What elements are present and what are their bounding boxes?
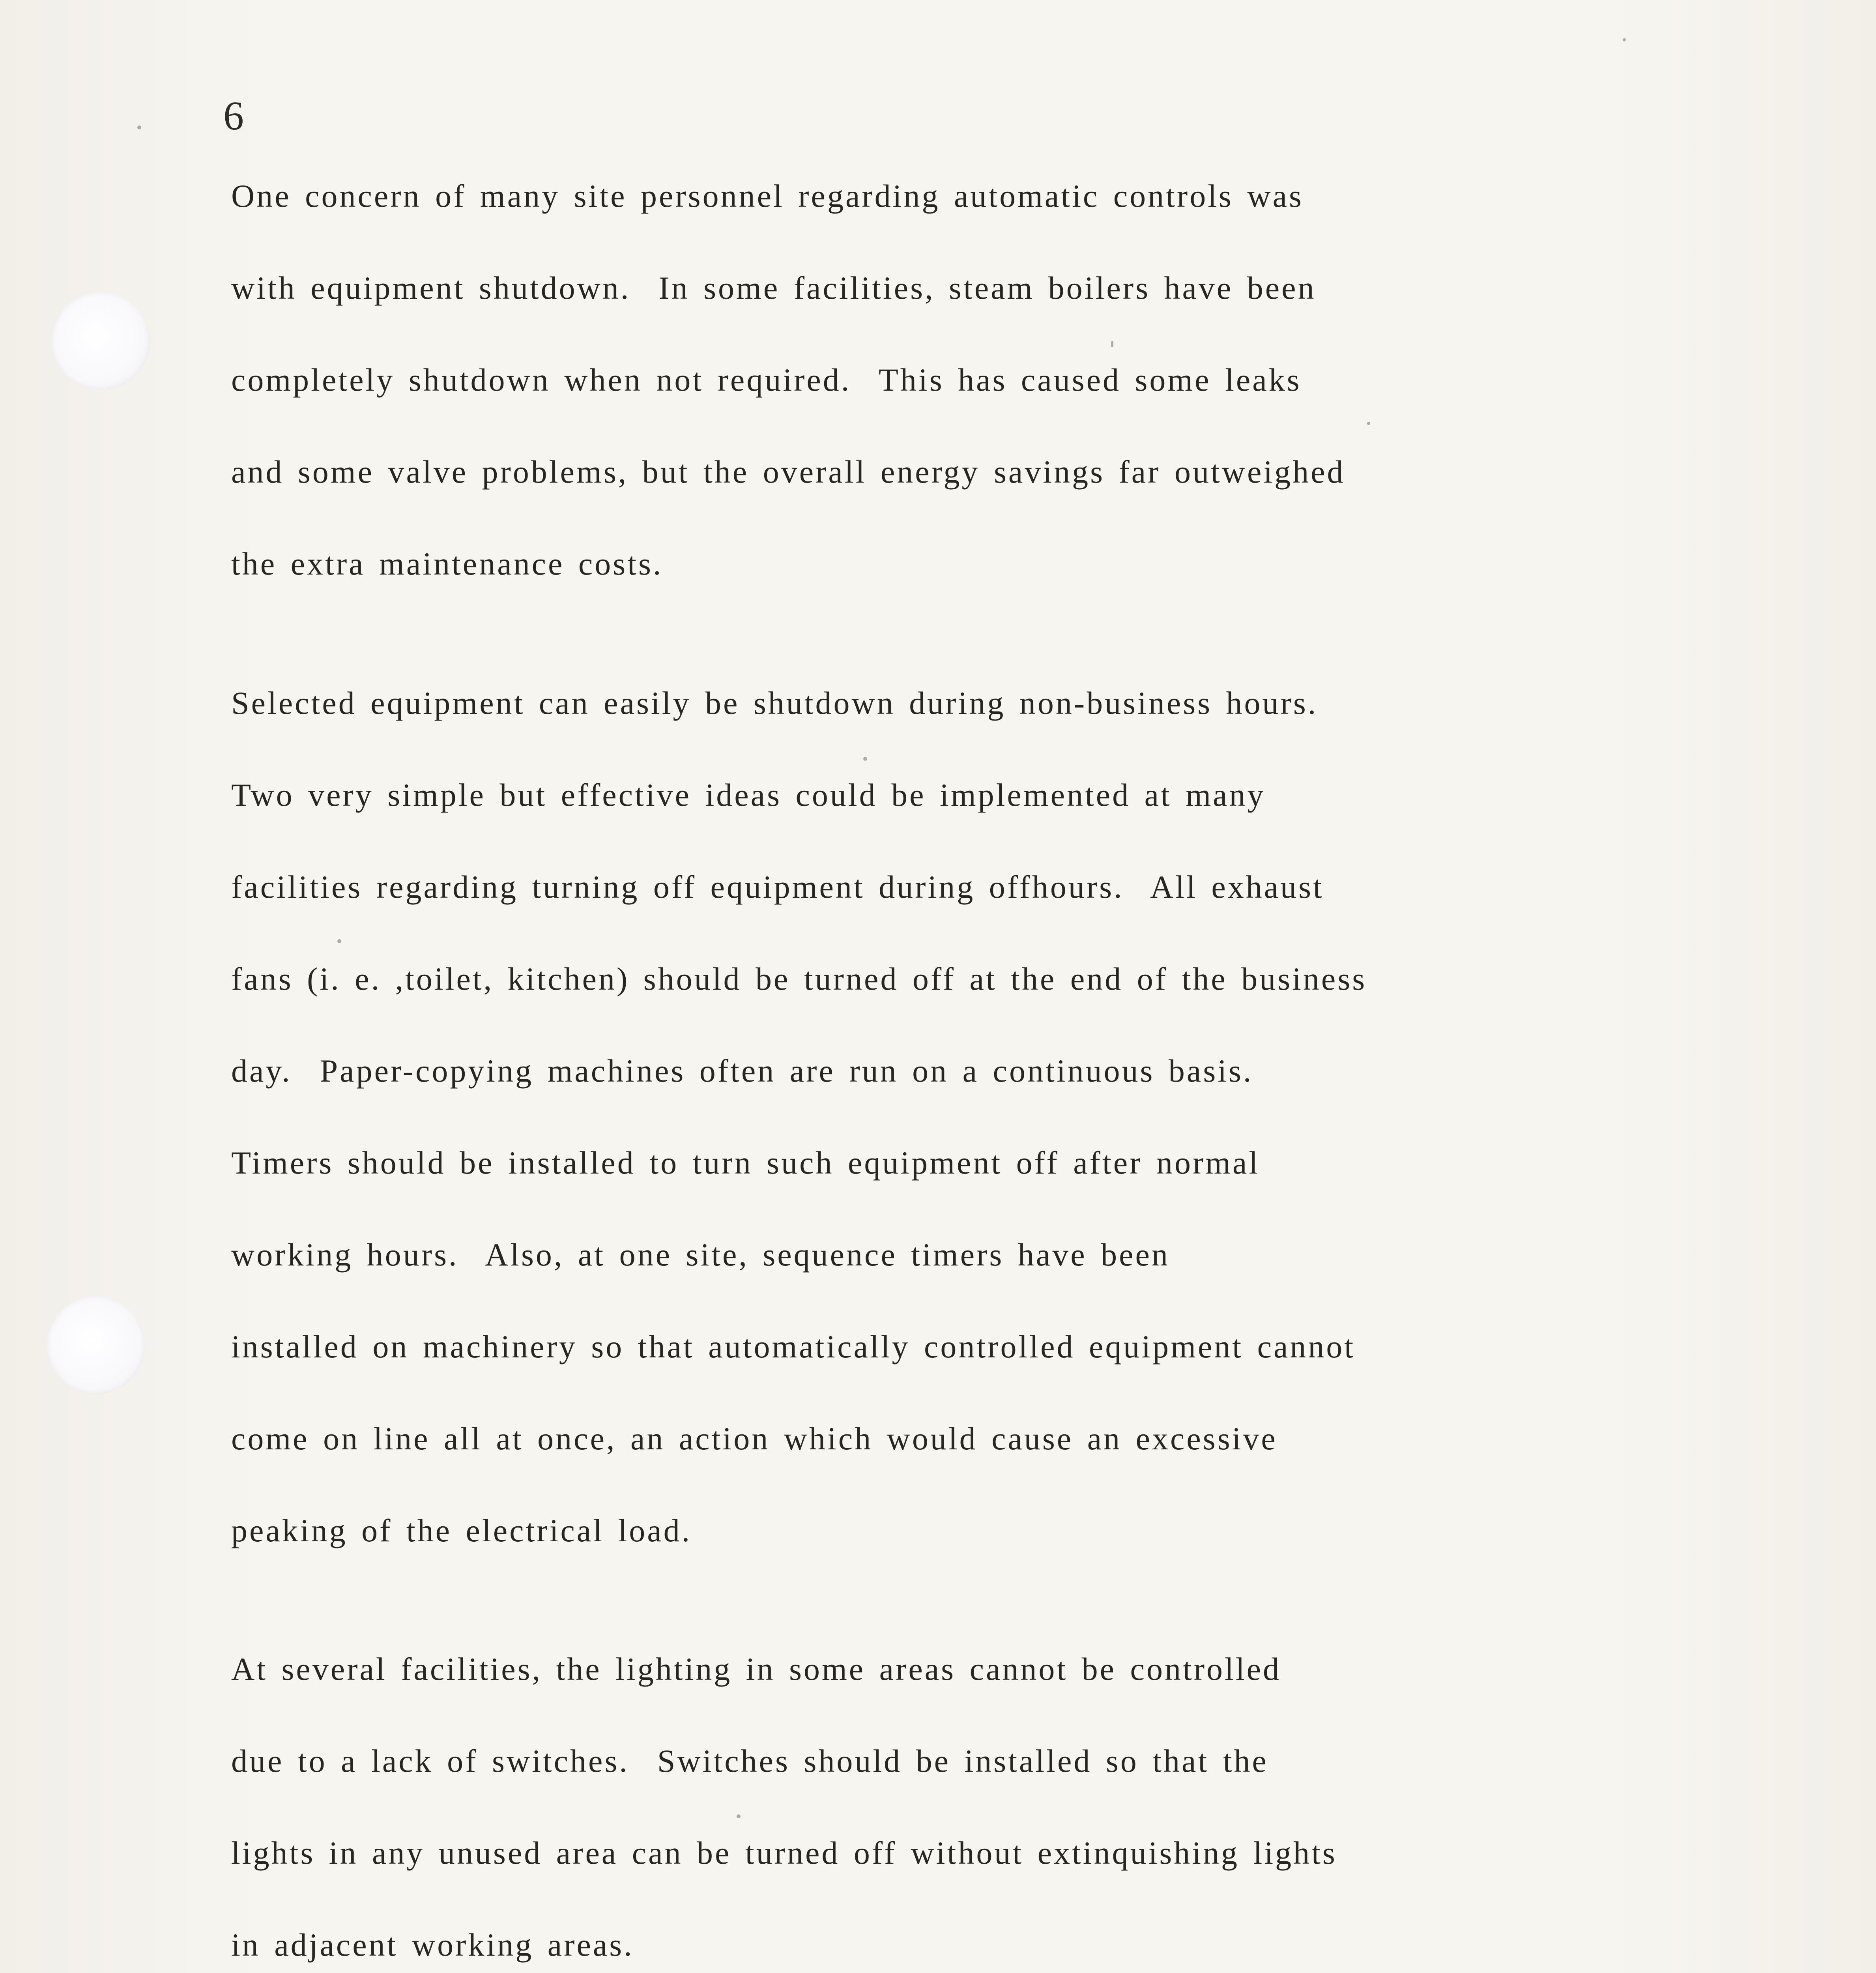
paper-mark bbox=[137, 125, 141, 129]
text-line: with equipment shutdown. In some facilities, steam boilers have been bbox=[231, 270, 1316, 306]
page-number: 6 bbox=[223, 93, 244, 139]
text-line: One concern of many site personnel regarding automatic controls was bbox=[231, 178, 1304, 214]
text-line: day. Paper-copying machines often are run on a continuous basis. bbox=[231, 1053, 1253, 1089]
text-line: due to a lack of switches. Switches should be installed so that the bbox=[231, 1743, 1268, 1779]
text-line: completely shutdown when not required. This has caused some leaks bbox=[231, 362, 1302, 398]
paper-mark bbox=[1623, 38, 1626, 41]
punch-hole-middle bbox=[47, 1296, 145, 1394]
paragraph-equipment-shutdown bbox=[231, 687, 1715, 1606]
text-line: Selected equipment can easily be shutdown during non-business hours. bbox=[231, 685, 1318, 721]
text-line: come on line all at once, an action which would cause an excessive bbox=[231, 1421, 1277, 1456]
paragraph-lighting-switches bbox=[231, 1653, 1715, 1973]
punch-hole-top bbox=[52, 292, 150, 390]
text-line: At several facilities, the lighting in some areas cannot be controlled bbox=[231, 1651, 1281, 1687]
text-line: Two very simple but effective ideas could be implemented at many bbox=[231, 777, 1266, 813]
paragraph-gap bbox=[231, 640, 1715, 687]
text-line: Timers should be installed to turn such equipment off after normal bbox=[231, 1145, 1260, 1181]
text-line: installed on machinery so that automatically controlled equipment cannot bbox=[231, 1329, 1356, 1365]
text-line: and some valve problems, but the overall energy savings far outweighed bbox=[231, 454, 1345, 490]
text-line: the extra maintenance costs. bbox=[231, 546, 663, 582]
text-line: fans (i. e. ,toilet, kitchen) should be turned off at the end of the business bbox=[231, 961, 1367, 997]
text-line: lights in any unused area can be turned off without extinquishing lights bbox=[231, 1835, 1337, 1871]
text-line: facilities regarding turning off equipment during offhours. All exhaust bbox=[231, 869, 1324, 905]
document-body bbox=[231, 180, 1715, 1973]
paragraph-automatic-controls bbox=[231, 180, 1715, 640]
text-line: working hours. Also, at one site, sequence timers have been bbox=[231, 1237, 1170, 1273]
paragraph-gap bbox=[231, 1606, 1715, 1653]
text-line: peaking of the electrical load. bbox=[231, 1513, 692, 1548]
text-line: in adjacent working areas. bbox=[231, 1927, 634, 1963]
